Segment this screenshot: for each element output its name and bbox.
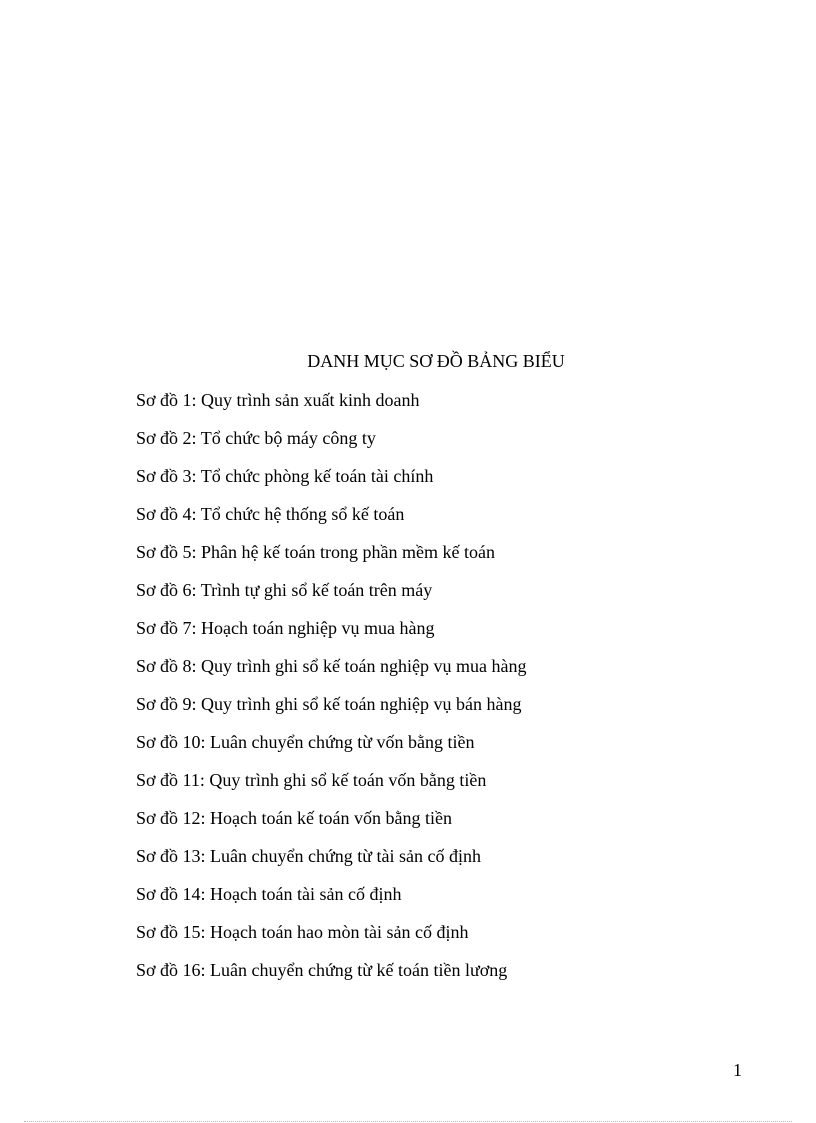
list-item: Sơ đồ 8: Quy trình ghi sổ kế toán nghiệp vụ mua hàng xyxy=(136,656,527,676)
list-item: Sơ đồ 5: Phân hệ kế toán trong phần mềm kế toán xyxy=(136,542,495,562)
list-item: Sơ đồ 9: Quy trình ghi sổ kế toán nghiệp vụ bán hàng xyxy=(136,694,522,714)
list-item: Sơ đồ 2: Tổ chức bộ máy công ty xyxy=(136,428,376,448)
list-item: Sơ đồ 7: Hoạch toán nghiệp vụ mua hàng xyxy=(136,618,435,638)
page-title: DANH MỤC SƠ ĐỒ BẢNG BIỂU xyxy=(307,351,565,371)
list-item: Sơ đồ 14: Hoạch toán tài sản cố định xyxy=(136,884,402,904)
list-item: Sơ đồ 11: Quy trình ghi sổ kế toán vốn bằng tiền xyxy=(136,770,487,790)
page-number: 1 xyxy=(733,1060,742,1080)
list-item: Sơ đồ 10: Luân chuyển chứng từ vốn bằng tiền xyxy=(136,732,475,752)
list-item: Sơ đồ 1: Quy trình sản xuất kinh doanh xyxy=(136,390,420,410)
list-item: Sơ đồ 4: Tổ chức hệ thống sổ kế toán xyxy=(136,504,405,524)
list-item: Sơ đồ 3: Tổ chức phòng kế toán tài chính xyxy=(136,466,434,486)
diagram-list xyxy=(136,387,526,995)
page-bottom-border xyxy=(24,1121,792,1122)
list-item: Sơ đồ 16: Luân chuyển chứng từ kế toán tiền lương xyxy=(136,960,508,980)
list-item: Sơ đồ 15: Hoạch toán hao mòn tài sản cố định xyxy=(136,922,469,942)
list-item: Sơ đồ 12: Hoạch toán kế toán vốn bằng tiền xyxy=(136,808,452,828)
list-item: Sơ đồ 13: Luân chuyển chứng từ tài sản cố định xyxy=(136,846,481,866)
list-item: Sơ đồ 6: Trình tự ghi sổ kế toán trên máy xyxy=(136,580,433,600)
